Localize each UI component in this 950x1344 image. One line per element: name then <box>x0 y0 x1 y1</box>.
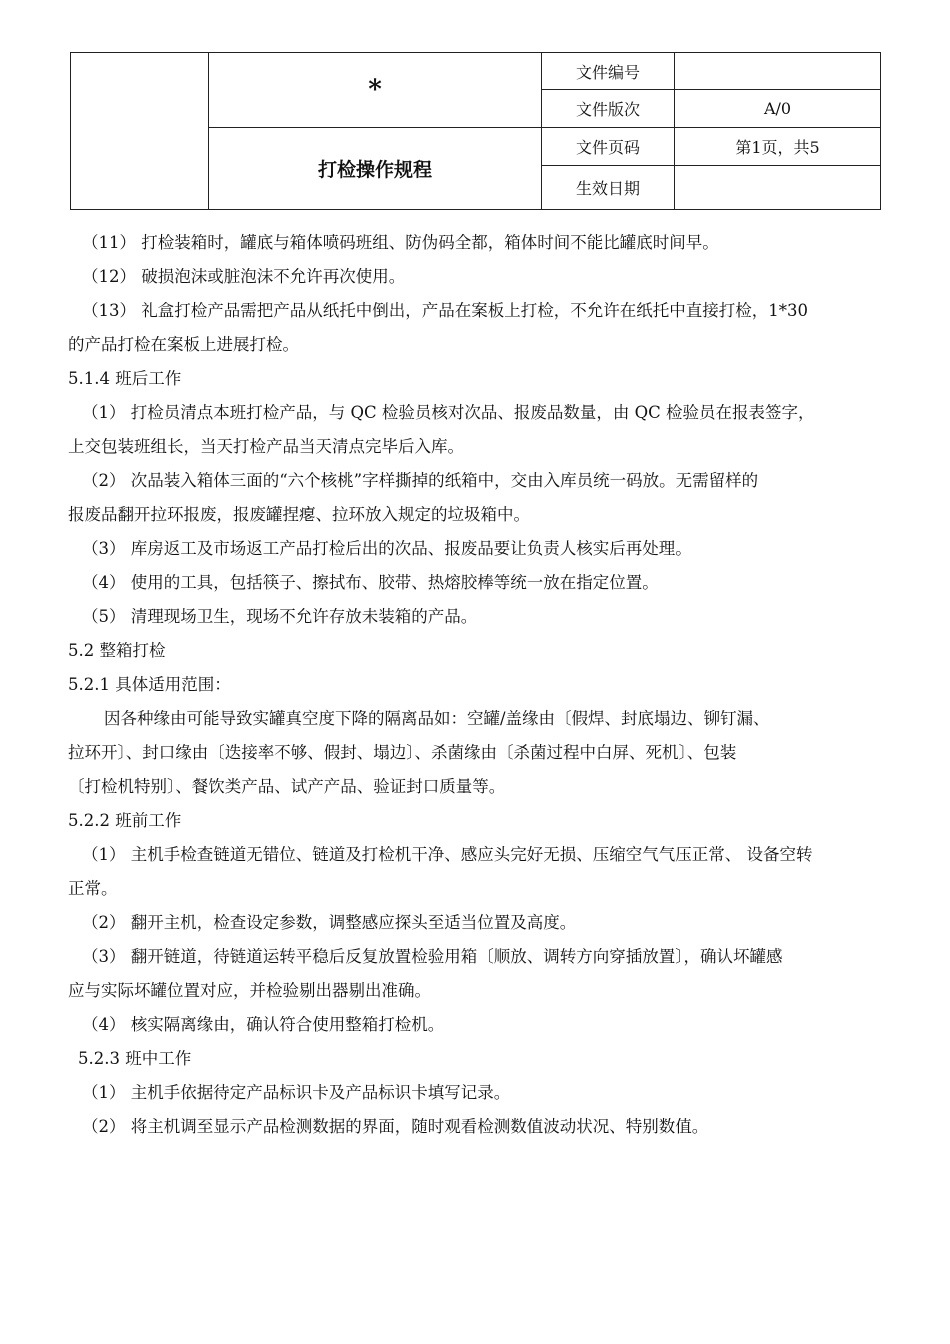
body-line: 〔打检机特别〕、餐饮类产品、试产产品、验证封口质量等。 <box>68 777 506 796</box>
section-heading: 5.1.4 班后工作 <box>68 369 182 388</box>
section-heading: 5.2.3 班中工作 <box>78 1049 192 1068</box>
body-line: （1） 主机手检查链道无错位、链道及打检机干净、感应头完好无损、压缩空气气压正常、 设备空转 <box>82 845 813 864</box>
logo-cell <box>71 53 209 210</box>
body-line: 的产品打检在案板上进展打检。 <box>68 335 299 354</box>
doc-number-label: 文件编号 <box>542 53 675 90</box>
doc-page-value: 第1页，共5 <box>675 128 881 166</box>
company-name: * <box>209 53 542 128</box>
doc-version-label: 文件版次 <box>542 90 675 128</box>
body-line: （5） 清理现场卫生，现场不允许存放未装箱的产品。 <box>82 607 478 626</box>
body-line: （3） 翻开链道，待链道运转平稳后反复放置检验用箱〔顺放、调转方向穿插放置〕，确认坏罐感 <box>82 947 783 966</box>
effective-date-value <box>675 166 881 210</box>
body-line: （4） 使用的工具，包括筷子、擦拭布、胶带、热熔胶棒等统一放在指定位置。 <box>82 573 659 592</box>
document-body <box>68 226 893 1144</box>
body-line: 拉环开〕、封口缘由〔迭接率不够、假封、塌边〕、杀菌缘由〔杀菌过程中白屏、死机〕、包装 <box>68 743 737 762</box>
body-line: （2） 次品装入箱体三面的“六个核桃”字样撕掉的纸箱中，交由入库员统一码放。无需留样的 <box>82 471 759 490</box>
section-heading: 5.2.2 班前工作 <box>68 811 182 830</box>
section-heading: 5.2 整箱打检 <box>68 641 166 660</box>
document-header-table <box>70 52 881 210</box>
body-line: 应与实际坏罐位置对应，并检验剔出器剔出准确。 <box>68 981 431 1000</box>
body-line: 上交包装班组长，当天打检产品当天清点完毕后入库。 <box>68 437 464 456</box>
body-line: 正常。 <box>68 879 118 898</box>
body-line: （2） 将主机调至显示产品检测数据的界面，随时观看检测数值波动状况、特别数值。 <box>82 1117 709 1136</box>
body-line: （1） 打检员清点本班打检产品，与 QC 检验员核对次品、报废品数量，由 QC 检验员在报表签字， <box>82 403 815 422</box>
body-line: （12） 破损泡沫或脏泡沫不允许再次使用。 <box>82 267 406 286</box>
body-line: （1） 主机手依据待定产品标识卡及产品标识卡填写记录。 <box>82 1083 511 1102</box>
doc-version-value: A/0 <box>675 90 881 128</box>
body-line: （11） 打检装箱时，罐底与箱体喷码班组、防伪码全都，箱体时间不能比罐底时间早。 <box>82 233 719 252</box>
body-line: （3） 库房返工及市场返工产品打检后出的次品、报废品要让负责人核实后再处理。 <box>82 539 692 558</box>
document-title: 打检操作规程 <box>209 128 542 210</box>
doc-number-value <box>675 53 881 90</box>
body-line: 因各种缘由可能导致实罐真空度下降的隔离品如：空罐/盖缘由〔假焊、封底塌边、铆钉漏、 <box>104 709 770 728</box>
body-line: （2） 翻开主机，检查设定参数，调整感应探头至适当位置及高度。 <box>82 913 577 932</box>
body-line: （13） 礼盒打检产品需把产品从纸托中倒出，产品在案板上打检，不允许在纸托中直接打检，1*30 <box>82 301 808 320</box>
body-line: （4） 核实隔离缘由，确认符合使用整箱打检机。 <box>82 1015 445 1034</box>
section-heading: 5.2.1 具体适用范围： <box>68 675 231 694</box>
effective-date-label: 生效日期 <box>542 166 675 210</box>
body-line: 报废品翻开拉环报废，报废罐捏瘪、拉环放入规定的垃圾箱中。 <box>68 505 530 524</box>
doc-page-label: 文件页码 <box>542 128 675 166</box>
